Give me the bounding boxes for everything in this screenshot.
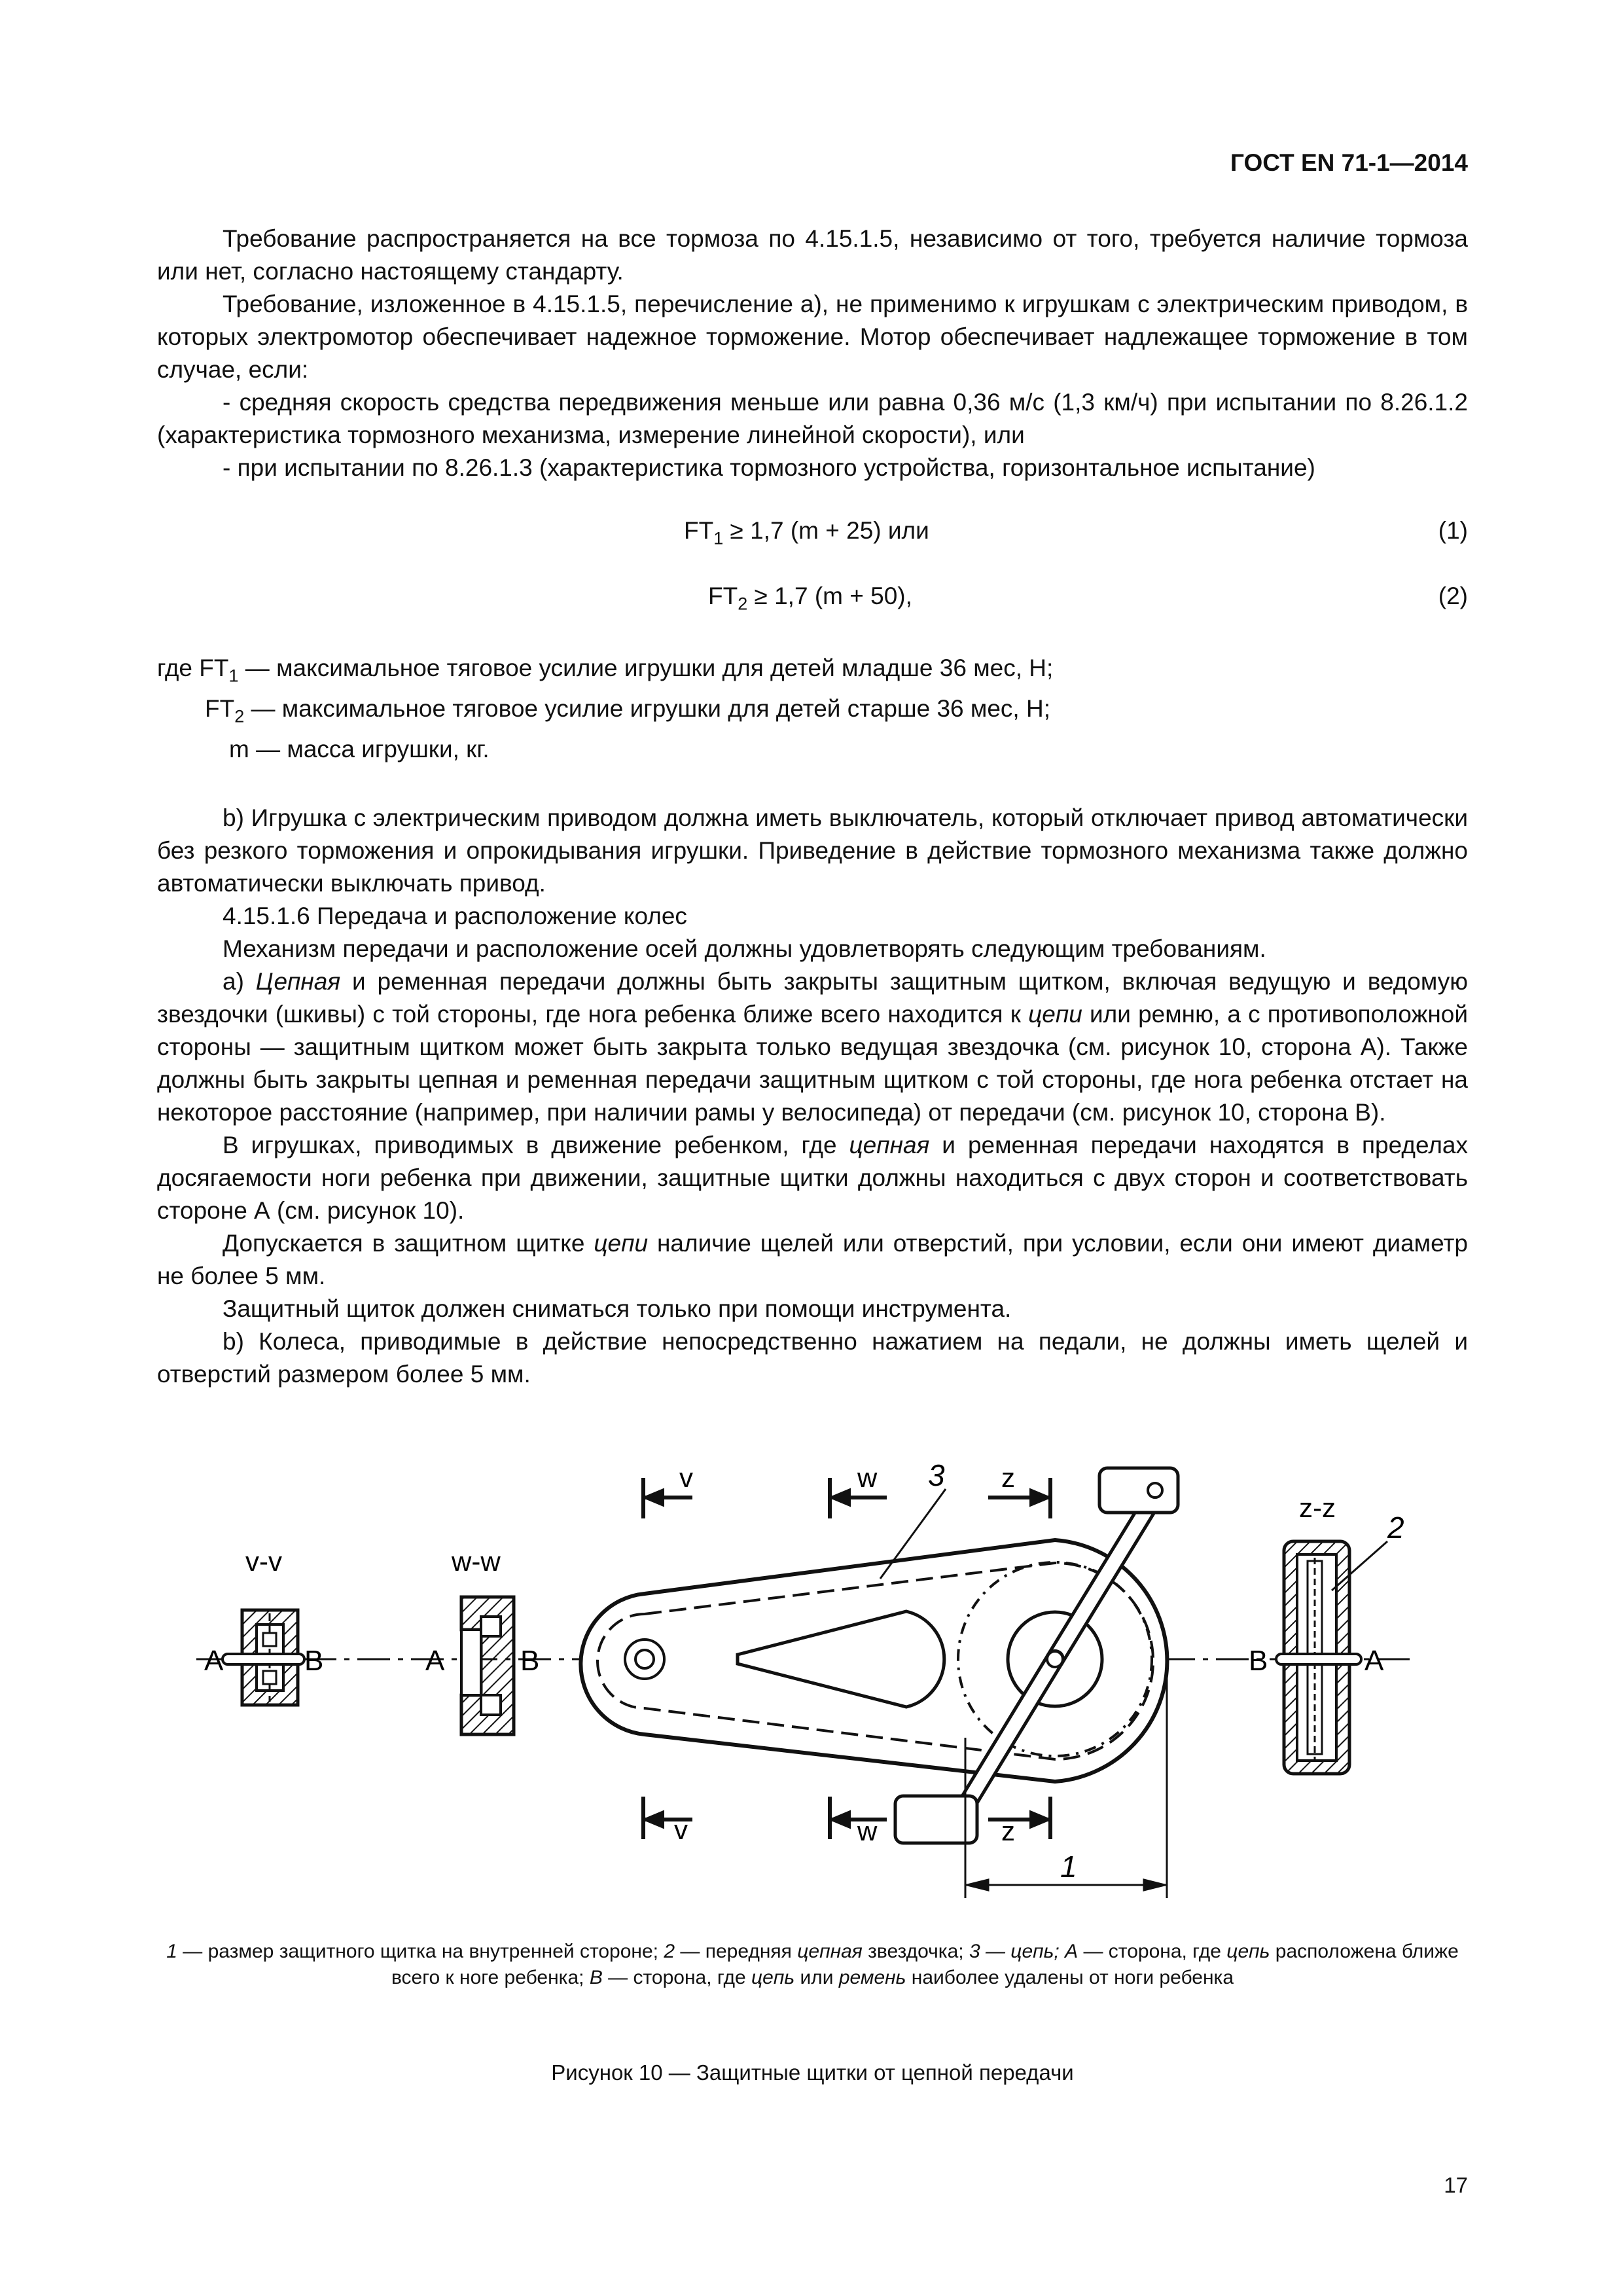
label-w-top: w <box>857 1462 878 1493</box>
label-v-bottom: v <box>674 1814 688 1845</box>
figure-legend: 1 — размер защитного щитка на внутренней стороне; 2 — передняя цепная звездочка; 3 — цепь; А — сторона, где цепь расположена ближе всего к ноге ребенка; В — сторона, где цепь или ремень наиболее удалены от ноги ребенка <box>166 1941 1459 1988</box>
formula-1-number: (1) <box>1438 517 1468 544</box>
figure-title: Рисунок 10 — Защитные щитки от цепной передачи <box>551 2060 1074 2085</box>
callout-3: 3 <box>928 1458 945 1492</box>
label-side-a: А <box>1364 1645 1384 1677</box>
paragraph: а) Цепная и ременная передачи должны быть закрыты защитным щитком, включая ведущую и ведомую звездочки (шкивы) с той стороны, где нога ребенка ближе всего находится к цепи или ремню, а с противоположной стороны — защитным щитком может быть закрыта только ведущая звездочка (см. рисунок 10, сторона А). Также должны быть закрыты цепная и ременная передачи защитным щитком с той стороны, где нога ребенка отстает на некоторое расстояние (например, при наличии рамы у велосипеда) от передачи (см. рисунок 10, сторона В). <box>157 968 1468 1126</box>
paragraph: Механизм передачи и расположение осей должны удовлетворять следующим требованиям. <box>223 935 1266 962</box>
label-side-a: А <box>204 1645 224 1677</box>
section-vv <box>204 1546 323 1705</box>
paragraph: b) Колеса, приводимые в действие непосредственно нажатием на педали, не должны иметь щелей и отверстий размером более 5 мм. <box>157 1328 1468 1388</box>
paragraph: b) Игрушка с электрическим приводом должна иметь выключатель, который отключает привод автоматически без резкого торможения и опрокидывания игрушки. Приведение в действие тормозного механизма также должно автоматически выключать привод. <box>157 804 1468 897</box>
formula-2: $FT_2 \ge 1,7$ (m + 50), <box>708 583 912 614</box>
label-side-a: А <box>425 1645 445 1677</box>
definition-1: где $FT_1$ — максимальное тяговое усилие игрушки для детей младше 36 мес, Н; <box>157 655 1054 686</box>
label-w-bottom: w <box>857 1816 878 1846</box>
paragraph: В игрушках, приводимых в движение ребенком, где цепная и ременная передачи находятся в пределах досягаемости ноги ребенка при движении, защитные щитки должны находиться с двух сторон и соответствовать стороне А (см. рисунок 10). <box>157 1132 1468 1224</box>
page-number: 17 <box>1444 2173 1468 2197</box>
label-side-b: В <box>304 1645 324 1677</box>
formula-1: $FT_1 \ge 1,7$ (m + 25) или <box>684 517 929 548</box>
label-side-b: В <box>1249 1645 1268 1677</box>
paragraph: Допускается в защитном щитке цепи наличие щелей или отверстий, при условии, если они имеют диаметр не более 5 мм. <box>157 1230 1468 1289</box>
definition-2: $FT_2$ — максимальное тяговое усилие игрушки для детей старше 36 мес, Н; <box>205 695 1050 726</box>
label-zz: z-z <box>1299 1492 1336 1523</box>
label-z-bottom: z <box>1001 1816 1015 1846</box>
callout-1: 1 <box>1060 1850 1077 1884</box>
pedal-top <box>1099 1468 1178 1513</box>
definition-3: m — масса игрушки, кг. <box>229 736 490 762</box>
label-ww: w-w <box>452 1546 501 1577</box>
callout-2: 2 <box>1387 1511 1404 1545</box>
figure-chain-guard <box>0 1440 1623 1924</box>
section-zz <box>1249 1492 1404 1774</box>
label-vv: v-v <box>245 1546 282 1577</box>
document-header: ГОСТ EN 71-1—2014 <box>1230 149 1468 176</box>
paragraph: Требование распространяется на все тормоза по 4.15.1.5, независимо от того, требуется наличие тормоза или нет, согласно настоящему стандарту. <box>157 225 1468 285</box>
lower-text-block <box>157 802 1468 1391</box>
section-ww <box>425 1546 539 1734</box>
paragraph: Требование, изложенное в 4.15.1.5, перечисление а), не применимо к игрушкам с электрическим приводом, в которых электромотор обеспечивает надежное торможение. Мотор обеспечивает надлежащее торможение в том случае, если: <box>157 291 1468 383</box>
paragraph: Защитный щиток должен сниматься только при помощи инструмента. <box>223 1295 1012 1322</box>
formula-2-number: (2) <box>1438 583 1468 609</box>
chain-guard-main <box>580 1468 1178 1843</box>
label-v-top: v <box>679 1462 693 1493</box>
section-heading: 4.15.1.6 Передача и расположение колес <box>223 903 687 929</box>
upper-text-block <box>157 223 1468 484</box>
list-item: - при испытании по 8.26.1.3 (характеристика тормозного устройства, горизонтальное испытание) <box>223 454 1315 481</box>
label-side-b: В <box>520 1645 540 1677</box>
label-z-top: z <box>1001 1462 1015 1493</box>
list-item: - средняя скорость средства передвижения меньше или равна 0,36 м/с (1,3 км/ч) при испытании по 8.26.1.2 (характеристика тормозного механизма, измерение линейной скорости), или <box>157 389 1468 448</box>
